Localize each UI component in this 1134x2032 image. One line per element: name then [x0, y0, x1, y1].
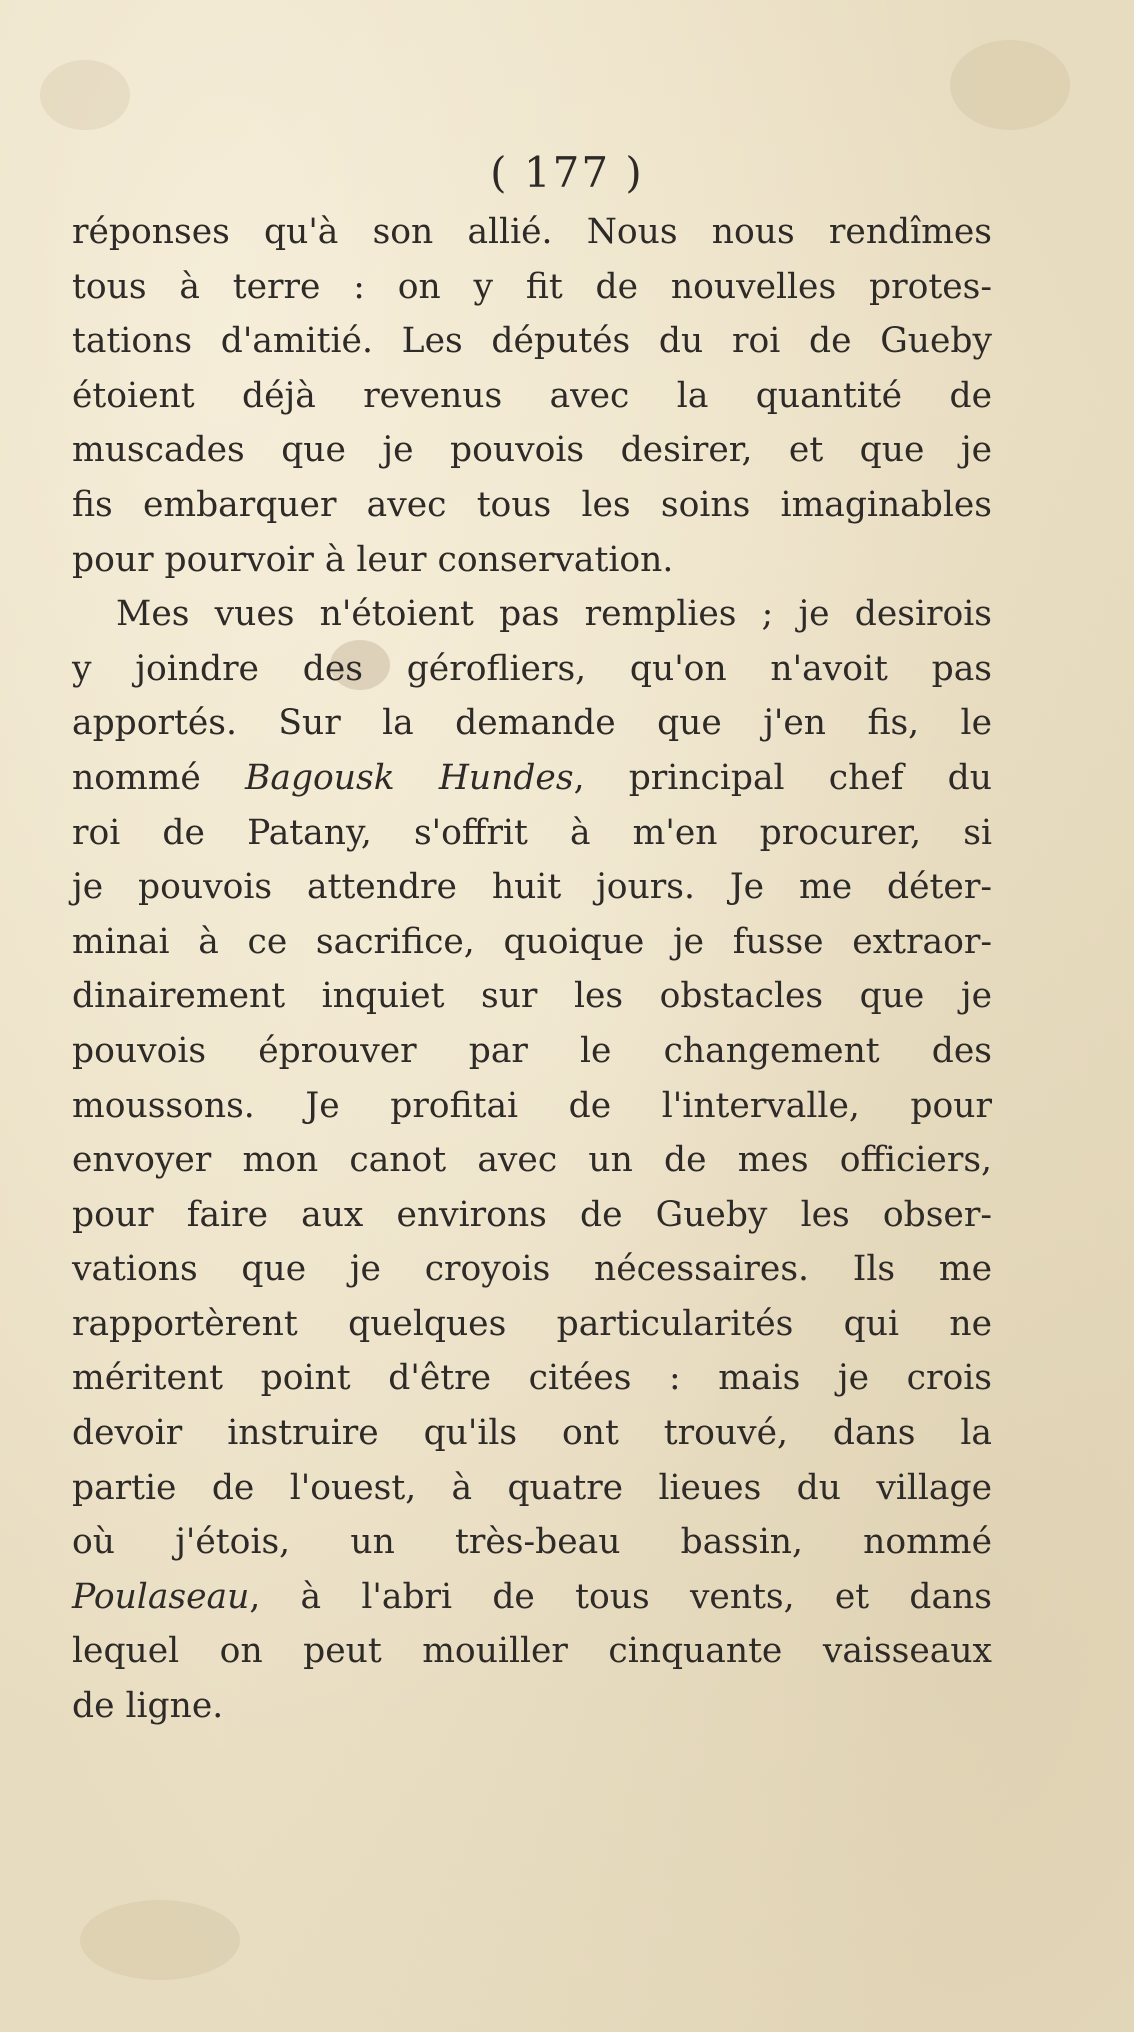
page-number: ( 177 ) [490, 148, 644, 197]
paper-stain [950, 40, 1070, 130]
text-line: minai à ce sacrifice, quoique je fusse extraor- [72, 921, 992, 962]
text-line: où j'étois, un très-beau bassin, nommé [72, 1522, 992, 1563]
text-line: envoyer mon canot avec un de mes officiers, [72, 1140, 992, 1181]
paper-stain [40, 60, 130, 130]
text-line: rapportèrent quelques particularités qui ne [72, 1303, 992, 1344]
text-line: nommé Bagousk Hundes, principal chef du [72, 757, 992, 798]
text-line: y joindre des gérofliers, qu'on n'avoit pas [72, 648, 992, 689]
text-line: moussons. Je profitai de l'intervalle, pour [72, 1085, 992, 1126]
text-line: muscades que je pouvois desirer, et que je [72, 430, 992, 471]
text-line: lequel on peut mouiller cinquante vaisseaux [72, 1631, 992, 1672]
italic-name: Poulaseau [72, 1576, 250, 1617]
text-line: tous à terre : on y fit de nouvelles protes- [72, 266, 992, 307]
text-line: de ligne. [72, 1686, 224, 1727]
paper-stain [80, 1900, 240, 1980]
text-line: Mes vues n'étoient pas remplies ; je desirois [116, 594, 992, 635]
text-line: pouvois éprouver par le changement des [72, 1030, 992, 1071]
text-line: étoient déjà revenus avec la quantité de [72, 375, 992, 416]
italic-name: Bagousk Hundes [245, 757, 574, 798]
text-line: je pouvois attendre huit jours. Je me déter- [72, 867, 992, 908]
text-line: dinairement inquiet sur les obstacles que je [72, 976, 992, 1017]
text-line: tations d'amitié. Les députés du roi de Gueby [72, 321, 992, 362]
text-line: réponses qu'à son allié. Nous nous rendîmes [72, 212, 992, 252]
text-line: pour pourvoir à leur conservation. [72, 539, 674, 580]
text-line: vations que je croyois nécessaires. Ils me [72, 1249, 992, 1290]
text-line: pour faire aux environs de Gueby les obser- [72, 1194, 992, 1235]
body-text [72, 205, 992, 1734]
paragraph [72, 587, 992, 1733]
text-line: fis embarquer avec tous les soins imaginables [72, 484, 992, 525]
text-line: Poulaseau, à l'abri de tous vents, et dans [72, 1576, 992, 1617]
text-line: devoir instruire qu'ils ont trouvé, dans la [72, 1413, 992, 1454]
text-line: roi de Patany, s'offrit à m'en procurer, si [72, 812, 992, 853]
text-line: partie de l'ouest, à quatre lieues du village [72, 1467, 992, 1508]
paragraph [72, 205, 992, 587]
text-line: apportés. Sur la demande que j'en fis, le [72, 703, 992, 744]
text-line: méritent point d'être citées : mais je crois [72, 1358, 992, 1399]
